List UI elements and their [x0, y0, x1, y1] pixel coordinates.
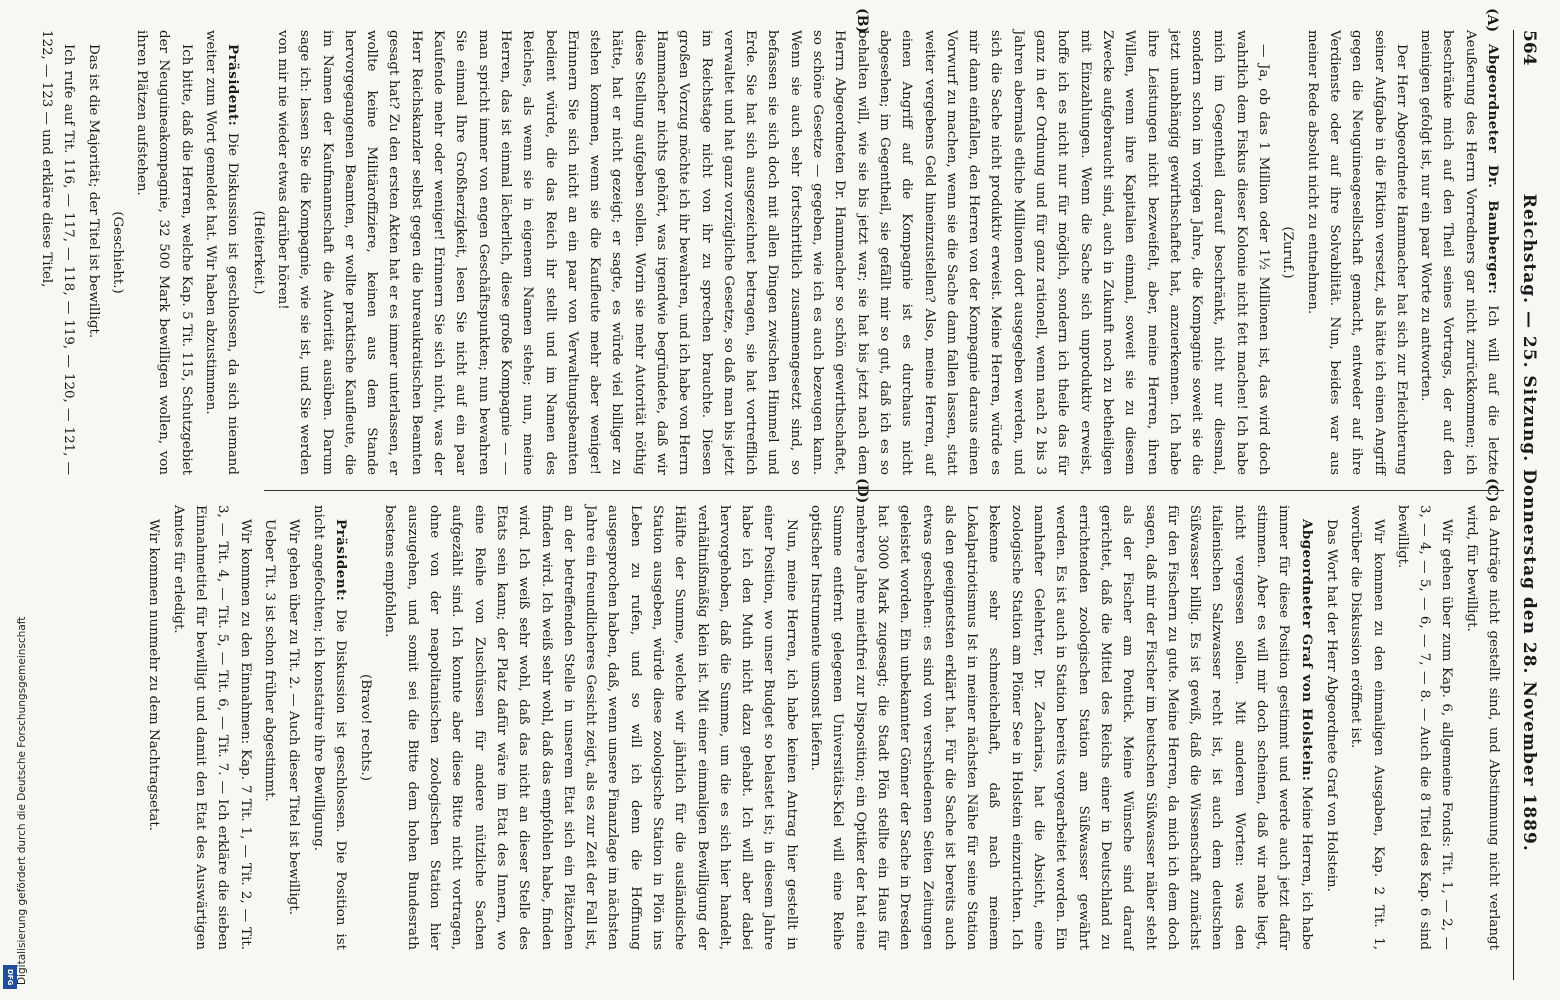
paragraph: da Anträge nicht gestellt sind, und Abstimmung nicht verlangt wird, für bewilligt.	[1463, 505, 1501, 950]
page-title: Reichstag. — 25. Sitzung. Donnerstag den 28. November 1889.	[1519, 193, 1539, 852]
page-number: 564	[1519, 30, 1539, 66]
margin-marker-d: (D)	[854, 478, 870, 504]
paragraph: Ich rufe auf Tit. 116, — 117, — 118, — 119, — 120, — 121, — 122, — 123 — und erkläre diese Titel,	[39, 30, 77, 475]
speaker-name: Präsident:	[332, 519, 349, 602]
speaker-name: Abgeordneter Graf von Holstein:	[1298, 519, 1315, 782]
right-column	[146, 505, 1504, 950]
speech-text: Ich will auf die letzte Aeußerung des Herrn Vorredners gar nicht zurückkommen; ich beschränke mich auf den Theil seines Vortrags, der auf den meinigen gefolgt ist, nur ein paar Worte zu antworten.	[1418, 30, 1500, 476]
interjection: (Geschieht.)	[109, 211, 125, 294]
paragraph: Wir gehen über zum Kap. 6, allgemeine Fonds: Tit. 1, — 2, — 3, — 4, — 5, — 6, — 7, — 8. — Auch die 8 Titel des Kap. 6 sind bewilligt.	[1394, 505, 1455, 950]
left-column	[39, 30, 1504, 476]
footer	[0, 0, 28, 1000]
paragraph: — Ja, ob das 1 Million oder 1½ Millionen ist, das wird doch wahrlich dem Fiskus dieser Kolonie nicht fett machen! Ich habe mich im Gegentheil darauf beschränkt, nicht nur diesmal, sondern schon im vorigen Jahre, die Kompagnie soweit sie die jetzt unabhängig gewirthschaftet hat, anzuerkennen. Ich habe ihre Leistungen nicht bezweifelt, aber, meine Herren, ihren Willen, wenn ihre Kapitalien einmal, soweit sie zu diesem Zwecke aufgebraucht sind, auch in Zukunft noch zu betheiligen mit Einzahlungen. Wenn die Sache sich unproduktiv erweist, hoffe ich es nicht nur für möglich, sondern ich theile das für ganz in der Ordnung und für ganz rationell, wenn nach 2 bis 3 Jahren abermals etliche Millionen dort ausgegeben werden, und sich die Sache nicht produktiv erweist. Meine Herren, würde es mir dann einfallen, den Herren von der Kompagnie daraus einen Vorwurf zu machen, wenn sie die Sache dann fallen lassen, statt weiter vergebens Geld hineinzustellen? Also, meine Herren, auf einen Angriff auf die Kompagnie ist es durchaus nicht abgesehen; im Gegentheil, sie gefällt mir so gut, daß ich es so behalten will, wie sie bis jetzt war; sie hat bis jetzt nach dem Herrn Abgeordneten Dr. Hammacher so schön gewirthschaftet, so schöne Gesetze — gegeben, wie ich es auch bezeugen kann. Wenn sie auch sehr fortschrittlich zusammengesetzt sind, so befassen sie sich doch mit allen Dingen zwischen Himmel und Erde. Sie hat sich ausgezeichnet betragen, sie hat vortrefflich verwaltet und hat ganz vorzügliche Gesetze, so daß man bis jetzt im Reichstage nicht von ihr zu sprechen brauchte. Diesen großen Vorzug möchte ich ihr bewahren, und ich habe von Herrn Hammacher nichts gehört, was irgendwie begründete, daß wir diese Stellung aufgeben sollen. Worin sie mehr Autorität nöthig hätte, hat er nicht gezeigt; er sagte, es würde viel billiger zu stehen kommen, wenn sie die Kaufleute mehr aber weniger! Erinnern Sie sich nicht an ein paar von Verwaltungsbeamten bedient würde, die das Reich ihr stellt und im Namen des Reiches, als wenn sie in eigenem Namen stehe; nun, meine Herren, das ist einmal lächerlich, diese große Kompagnie — — man spricht immer von engen Geschäftspunkten; nun bewahren Sie einmal Ihre Großherzigkeit, lesen Sie nicht auf ein paar Kaufende mehr oder weniger! Erinnern Sie sich nicht, was der Herr Reichskanzler selbst gegen die bureaukratischen Beamten gesagt hat? Zu den ersten Akten hat er es immer unterlassen, er wollte keine Militäroffiziere, keinen aus dem Stande hervorgegangenen Beamten, er wollte praktische Kaufleute, die im Namen der Kaufmannschaft die Autorität ausüben. Darum sage ich: lassen Sie die Kompagnie, wie sie ist, und Sie werden von mir nie wieder etwas darüber hören!	[274, 30, 1272, 475]
interjection: (Bravo! rechts.)	[358, 674, 374, 781]
paragraph	[199, 30, 245, 475]
dfg-logo: DFG	[3, 965, 17, 989]
paragraph	[306, 505, 352, 950]
column-divider	[264, 490, 1504, 491]
speech-text: Meine Herren, ich habe immer für diese Position gestimmt und werde auch jetzt dafür stimmen. Aber es will mir doch scheinen, daß wir nahe liegt, nicht vergessen sollen. Mit anderen Worten: was den italienischen Salzwasser recht ist, ist auch dem deutschen Süßwasser billig. Es ist gewiß, daß die Wissenschaft zunächst für den Fischern zu gute. Meine Herren, da mich ich dem doch sagen, daß mir der Fischer im beutschen Süßwasser näher steht als der Fischer am Pontick. Meine Wünsche sind darauf gerichtet, daß die Mittel des Reichs einer in Deutschland zu errichtenden zoologischen Station am Süßwasser gewährt werden. Es ist auch in Station bereits vorgearbeitet worden. Ein namhafter Gelehrter, Dr. Zacharias, hat die Absicht, eine zoologische Station am Plöner See in Holstein einzurichten. Ich bekenne sehr schmeichelhaft, daß nach meinem Lokalpatriotismus Ist in meiner nächsten Nähe für seine Station als den geeignetsten erklärt hat. Für die Sache ist bereits auch etwas geschehen: es sind von verschiedenen Seiten Zeitungen geleistet worden. Ein unbekannter Gönner der Sache in Dresden hat 3000 Mark zugesagt; die Stadt Plön stellte ein Haus für mehrere Jahre miethfrei zur Disposition; ein Optiker der hat eine Summe entfernt gelegenen Universitäts-Kiel will eine Reihe optischer Instrumente umsonst liefern.	[808, 505, 1314, 950]
speaker-name: Abgeordneter Dr. Bamberger:	[1485, 44, 1501, 295]
paragraph: Das Wort hat der Herr Abgeordnete Graf von Holstein.	[1323, 519, 1339, 892]
paragraph: Nun, meine Herren, ich habe keinen Antrag hier gestellt in einer Position, wo unser Budget so belastet ist; in diesem Jahre habe ich den Muth nicht dazu gehabt. Ich will aber dabei hervorgehoben, daß die Summe, um die es sich hier handelt, verhältnißmäßig klein ist. Mit einer einmaligen Bewilligung der Hälfte der Summe, welche wir jährlich für die ausländische Station ausgeben, würde diese zoologische Station in Plön ins Leben zu rufen, und so will ich denn die Hoffnung ausgesprochen haben, daß, wenn unsere Finanzlage im nächsten Jahre ein freundlicheres Gesicht zeigt, als es zur Zeit der Fall ist, an der betreffenden Stelle in unserem Etat sich ein Plätzchen finden wird. Ich weiß sehr wohl, daß das empfohlen habe, finden wird. Ich weiß sehr wohl, daß das nicht an dieser Stelle des Etats sein kann; der Platz dafür wäre im Etat des Innern, wo eine Reihe von Zuschüssen für andere nützliche Sachen aufgezählt sind. Ich konnte aber diese Bitte nicht vortragen, ohne von der neapolitanischen zoologischen Station hier auszugehen, und somit sei die Bitte dem hohen Bundesrath bestens empfohlen.	[382, 505, 799, 950]
margin-marker-a: (A)	[1484, 8, 1500, 33]
interjection: (Zuruf.)	[1280, 226, 1296, 279]
margin-marker-b: (B)	[854, 8, 870, 34]
paragraph: Wir kommen zu den Einnahmen: Kap. 7 Tit. 1, — Tit. 2, — Tit. 3, — Tit. 4, — Tit. 5, — Tit. 6, — Tit. 7. — Ich erkläre die sieben Einnahmetitel für bewilligt und damit den Etat des Auswärtigen Amtes für erledigt.	[170, 505, 253, 950]
paragraph: Ich bitte, daß die Herren, welche Kap. 5 Tit. 115, Schutzgebiet der Neuguineakompagnie, 32 500 Mark bewilligen wollen, von ihren Plätzen aufstehen.	[134, 30, 194, 475]
paragraph: Wir kommen zu den einmaligen Ausgaben, Kap. 2 Tit. 1, worüber die Diskussion eröffnet ist.	[1348, 505, 1386, 950]
paragraph: Wir kommen nunmehr zu dem Nachtragsetat.	[146, 519, 162, 831]
document-page	[39, 0, 1560, 1000]
paragraph: Ueber Tit. 3 ist schon früher abgestimmt.	[261, 519, 277, 802]
speaker-name: Präsident:	[225, 44, 242, 127]
paragraph: Das ist die Majorität; der Titel ist bewilligt.	[85, 44, 101, 339]
paragraph	[1414, 30, 1504, 475]
speech-text: Die Diskussion ist geschlossen, da sich niemand weiter zum Wort gemeldet hat. Wir haben abzustimmen.	[203, 30, 241, 475]
footer-credit: Digitalisierung gefördert durch die Deutsche Forschungsgemeinschaft	[16, 616, 28, 985]
margin-marker-c: (C)	[1484, 478, 1500, 503]
paragraph: Wir gehen über zu Tit. 2. — Auch dieser Titel ist bewilligt.	[286, 519, 302, 915]
page-header	[1516, 30, 1542, 980]
interjection: (Heiterkeit.)	[250, 210, 266, 295]
paragraph	[804, 505, 1318, 950]
header-rule	[1513, 30, 1514, 980]
speech-text: Die Diskussion ist geschlossen. Die Position ist nicht angefochten; ich konstatire ihre Bewilligung.	[310, 505, 348, 950]
paragraph: Der Herr Abgeordnete Hammacher hat sich zur Erleichterung seiner Aufgabe in die Fiktion versetzt, als hätte ich einen Angriff gegen die Neuguineagesellschaft gemacht, entweder auf ihre Verdienste oder auf ihre Solvabilität. Nun, beides war aus meiner Rede absolut nicht zu entnehmen.	[1304, 30, 1409, 475]
